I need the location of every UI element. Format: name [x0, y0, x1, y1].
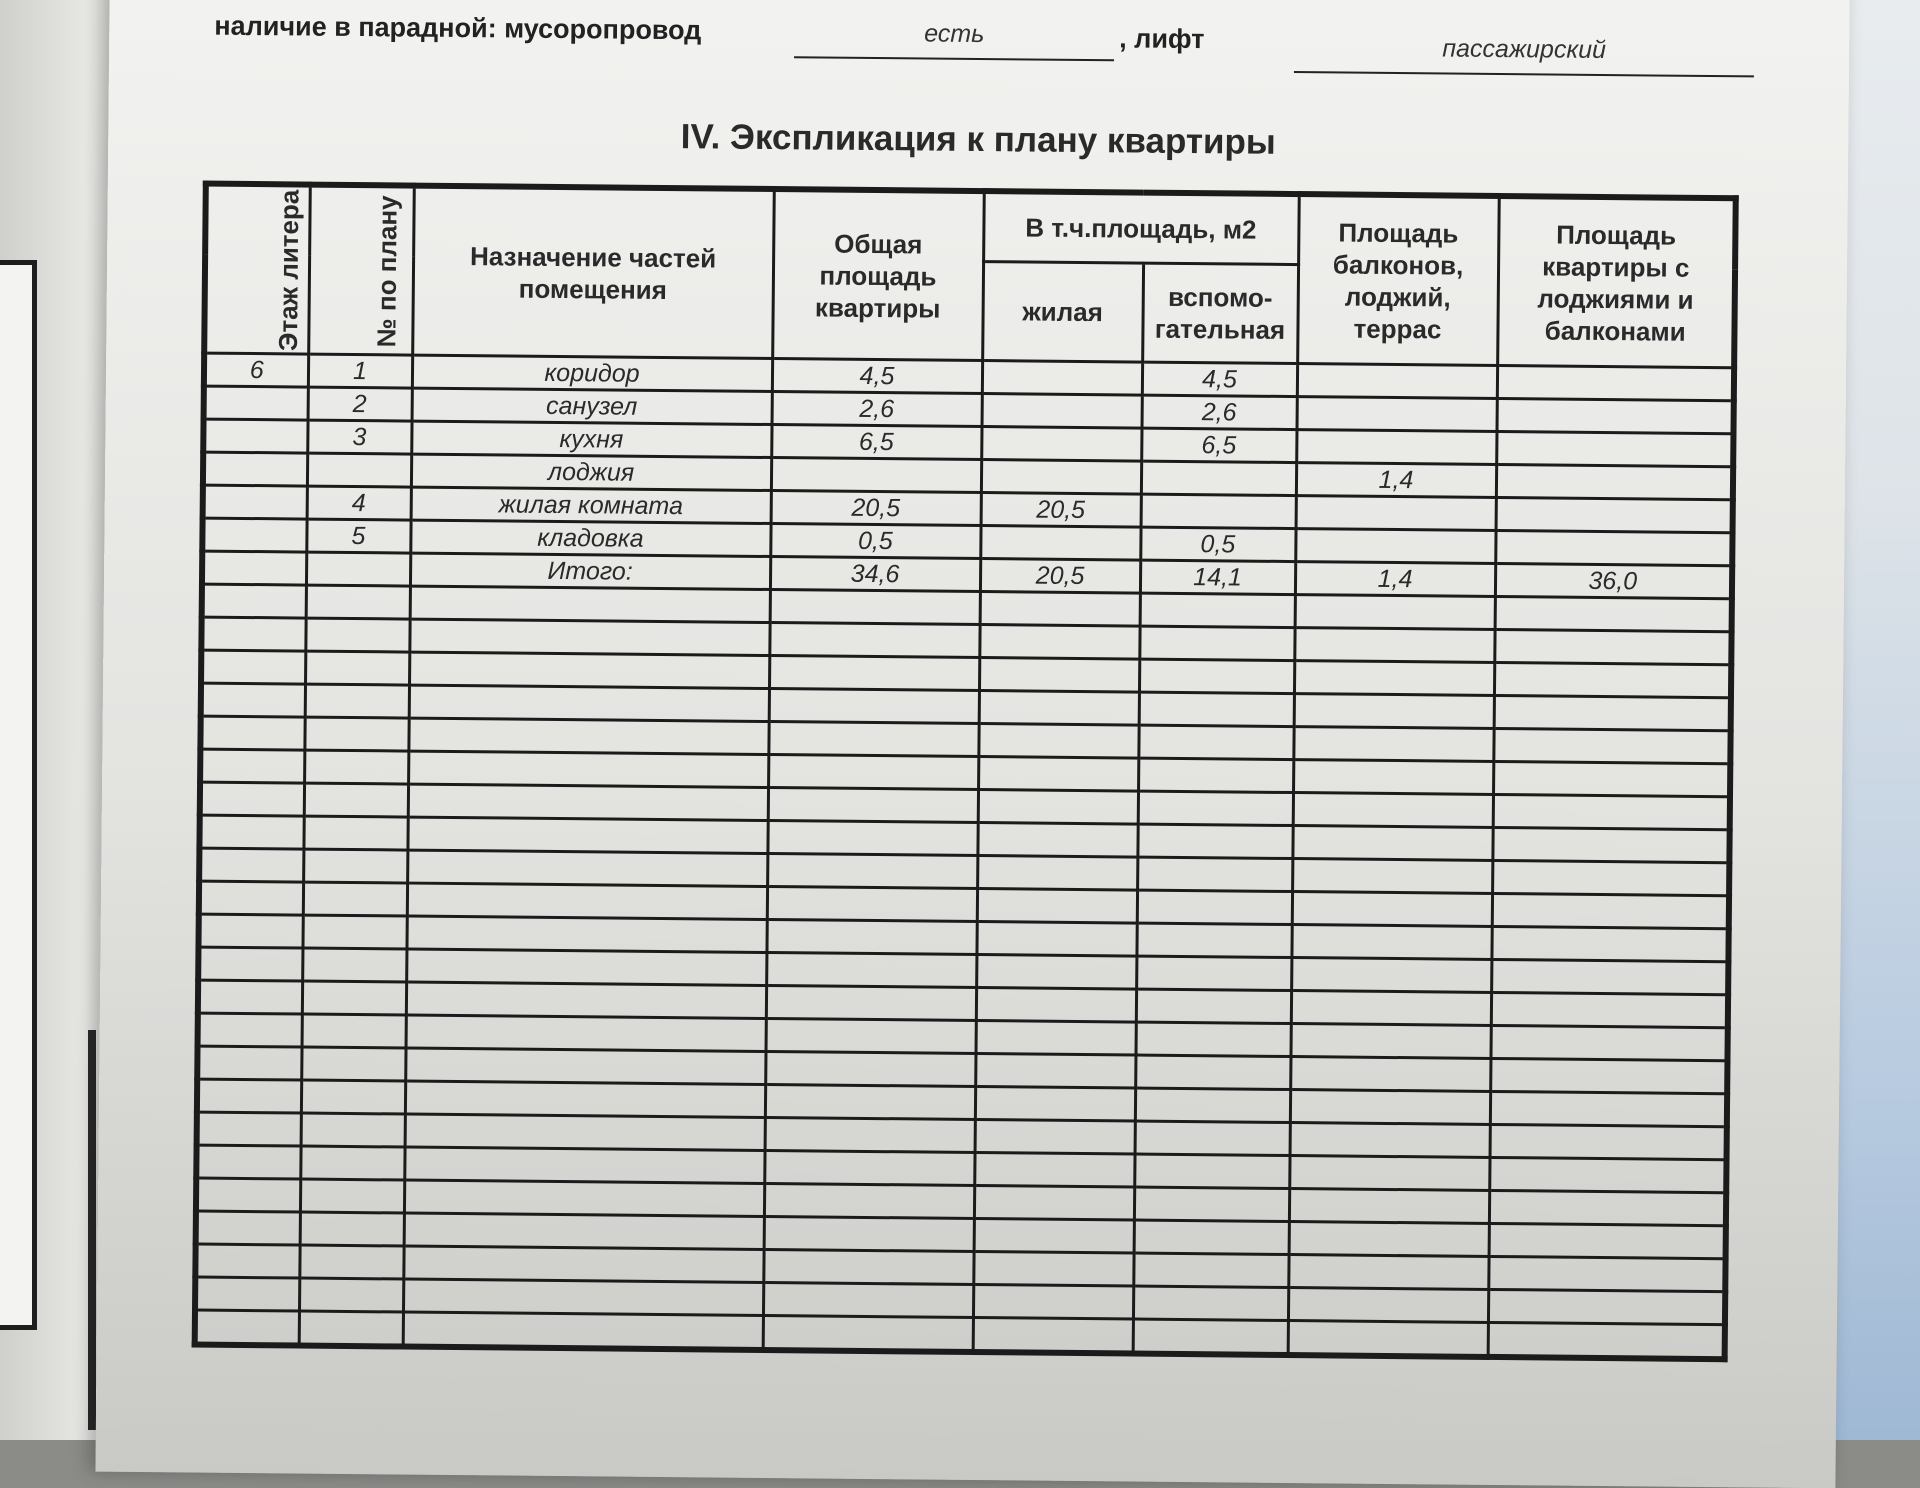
empty-cell [769, 656, 979, 691]
empty-cell [1490, 1058, 1727, 1093]
empty-cell [1291, 991, 1491, 1026]
empty-cell [202, 584, 306, 618]
plan-no-cell: 4 [307, 486, 411, 520]
empty-cell [199, 815, 303, 849]
empty-cell [201, 683, 305, 717]
empty-cell [1295, 595, 1495, 630]
empty-cell [1493, 794, 1730, 829]
living-area-cell [981, 460, 1141, 495]
living-area-cell [980, 526, 1140, 561]
auxiliary-area-cell: 14,1 [1140, 560, 1295, 594]
empty-cell [975, 1087, 1135, 1122]
living-area-cell: 20,5 [981, 493, 1141, 528]
with-balconies-cell [1496, 464, 1733, 499]
empty-cell [406, 949, 766, 985]
empty-cell [195, 1244, 299, 1278]
empty-cell [979, 625, 1139, 660]
auxiliary-area-cell: 6,5 [1141, 428, 1296, 462]
empty-cell [198, 947, 302, 981]
empty-cell [197, 1112, 301, 1146]
floor-cell [202, 518, 306, 552]
empty-cell [767, 886, 977, 921]
balcony-area-cell [1295, 529, 1495, 564]
empty-cell [1494, 629, 1731, 664]
empty-cell [974, 1218, 1134, 1253]
purpose-cell: лоджия [411, 454, 771, 490]
empty-cell [1137, 857, 1292, 891]
empty-cell [301, 1113, 405, 1147]
empty-cell [407, 850, 767, 886]
empty-cell [303, 816, 407, 850]
empty-cell [198, 1013, 302, 1047]
empty-cell [1488, 1289, 1725, 1324]
header-purpose: Назначение частей помещения [412, 186, 774, 359]
empty-cell [406, 982, 766, 1018]
purpose-cell: коридор [412, 355, 772, 391]
auxiliary-area-cell: 2,6 [1142, 395, 1297, 429]
empty-cell [409, 685, 769, 721]
empty-cell [304, 750, 408, 784]
empty-cell [1139, 626, 1294, 660]
empty-cell [198, 914, 302, 948]
empty-cell [302, 981, 406, 1015]
total-area-cell: 2,6 [772, 392, 982, 427]
empty-cell [973, 1251, 1133, 1286]
header-with-balconies: Площадь квартиры с лоджиями и балконами [1497, 196, 1736, 368]
empty-cell [1140, 593, 1295, 627]
empty-cell [1137, 890, 1292, 924]
with-balconies-cell [1497, 365, 1734, 400]
empty-cell [1290, 1024, 1490, 1059]
empty-cell [1291, 925, 1491, 960]
empty-cell [1138, 758, 1293, 792]
empty-cell [1136, 956, 1291, 990]
empty-cell [201, 617, 305, 651]
empty-cell [1290, 1123, 1490, 1158]
empty-cell [1289, 1156, 1489, 1191]
floor-cell [204, 386, 308, 420]
empty-cell [301, 1047, 405, 1081]
plan-no-cell [306, 552, 410, 586]
empty-cell [405, 1081, 765, 1117]
empty-cell [1493, 761, 1730, 796]
empty-cell [978, 757, 1138, 792]
empty-cell [1135, 1088, 1290, 1122]
empty-cell [1489, 1190, 1726, 1225]
purpose-cell: жилая комната [411, 487, 771, 523]
total-area-cell: 4,5 [772, 359, 982, 394]
empty-cell [305, 684, 409, 718]
empty-cell [765, 1084, 975, 1119]
empty-cell [973, 1284, 1133, 1319]
auxiliary-area-cell [1141, 461, 1296, 495]
plan-no-cell: 1 [308, 354, 412, 388]
empty-cell [406, 916, 766, 952]
empty-cell [1488, 1256, 1725, 1291]
empty-cell [299, 1311, 403, 1346]
empty-cell [1494, 662, 1731, 697]
section-title: IV. Экспликация к плану квартиры [680, 117, 1276, 162]
empty-cell [974, 1153, 1134, 1188]
empty-cell [408, 751, 768, 787]
empty-cell [976, 1021, 1136, 1056]
empty-cell [1292, 892, 1492, 927]
empty-cell [199, 881, 303, 915]
total-area-cell: 20,5 [771, 491, 981, 526]
empty-cell [299, 1278, 403, 1312]
empty-cell [1489, 1157, 1726, 1192]
empty-cell [1289, 1189, 1489, 1224]
empty-cell [1488, 1322, 1725, 1359]
empty-cell [769, 689, 979, 724]
empty-cell [768, 788, 978, 823]
empty-cell [1135, 1055, 1290, 1089]
living-area-cell [981, 427, 1141, 462]
empty-cell [302, 948, 406, 982]
empty-cell [305, 651, 409, 685]
empty-cell [763, 1282, 973, 1317]
empty-cell [1294, 628, 1494, 663]
empty-cell [763, 1249, 973, 1284]
document-page [95, 0, 1850, 1488]
empty-cell [766, 1018, 976, 1053]
empty-cell [405, 1114, 765, 1150]
total-area-cell [771, 458, 981, 493]
table-body [195, 353, 1734, 1359]
empty-cell [201, 650, 305, 684]
auxiliary-area-cell [1141, 494, 1296, 528]
empty-cell [1134, 1220, 1289, 1254]
empty-cell [196, 1178, 300, 1212]
empty-cell [409, 619, 769, 655]
empty-cell [1290, 1057, 1490, 1092]
empty-cell [1490, 1025, 1727, 1060]
plan-no-cell [307, 453, 411, 487]
empty-cell [409, 652, 769, 688]
with-balconies-cell [1496, 431, 1733, 466]
empty-cell [766, 919, 976, 954]
empty-cell [1290, 1090, 1490, 1125]
floor-cell [203, 485, 307, 519]
purpose-cell: Итого: [410, 553, 770, 589]
empty-cell [1489, 1223, 1726, 1258]
empty-cell [766, 952, 976, 987]
empty-cell [1133, 1319, 1288, 1355]
empty-cell [1490, 1124, 1727, 1159]
empty-cell [978, 724, 1138, 759]
empty-cell [1292, 859, 1492, 894]
empty-cell [763, 1315, 973, 1352]
total-area-cell: 34,6 [770, 557, 980, 592]
empty-cell [301, 1080, 405, 1114]
empty-cell [302, 915, 406, 949]
empty-cell [405, 1048, 765, 1084]
empty-cell [303, 882, 407, 916]
empty-cell [1293, 793, 1493, 828]
empty-cell [1491, 992, 1728, 1027]
empty-cell [979, 691, 1139, 726]
floor-cell: 6 [204, 353, 308, 387]
empty-cell [1491, 959, 1728, 994]
auxiliary-area-cell: 0,5 [1140, 527, 1295, 561]
empty-cell [976, 922, 1136, 957]
empty-cell [408, 784, 768, 820]
empty-cell [768, 722, 978, 757]
empty-cell [196, 1145, 300, 1179]
header-plan-no: № по плану [308, 185, 414, 355]
empty-cell [1133, 1253, 1288, 1287]
lift-value: пассажирский [1294, 33, 1754, 77]
empty-cell [1294, 694, 1494, 729]
header-including: В т.ч.площадь, м2 [983, 191, 1299, 265]
empty-cell [1495, 596, 1732, 631]
balcony-area-cell [1297, 397, 1497, 432]
empty-cell [306, 585, 410, 619]
empty-cell [975, 1054, 1135, 1089]
empty-cell [1289, 1222, 1489, 1257]
empty-cell [299, 1245, 403, 1279]
living-area-cell [982, 394, 1142, 429]
entrance-info-row [214, 11, 1815, 96]
empty-cell [765, 1051, 975, 1086]
empty-cell [300, 1146, 404, 1180]
explication-table [192, 181, 1739, 1363]
empty-cell [304, 783, 408, 817]
empty-cell [300, 1179, 404, 1213]
empty-cell [1291, 958, 1491, 993]
total-area-cell: 6,5 [771, 425, 981, 460]
empty-cell [1137, 824, 1292, 858]
empty-cell [410, 586, 770, 622]
empty-cell [1136, 923, 1291, 957]
empty-cell [304, 717, 408, 751]
empty-cell [403, 1246, 763, 1282]
header-total-area: Общая площадь квартиры [772, 189, 984, 361]
empty-cell [767, 821, 977, 856]
empty-cell [979, 658, 1139, 693]
empty-cell [975, 1120, 1135, 1155]
empty-cell [974, 1186, 1134, 1221]
empty-cell [197, 1079, 301, 1113]
empty-cell [766, 985, 976, 1020]
header-auxiliary: вспомо-гательная [1142, 263, 1298, 363]
left-document-edge [0, 260, 37, 1330]
plan-no-cell: 2 [308, 387, 412, 421]
empty-cell [1138, 791, 1293, 825]
purpose-cell: санузел [412, 388, 772, 424]
empty-cell [1492, 827, 1729, 862]
left-binder-strip [88, 1030, 96, 1430]
header-balconies: Площадь балконов, лоджий, террас [1297, 194, 1499, 365]
empty-cell [765, 1117, 975, 1152]
empty-cell [1133, 1286, 1288, 1320]
empty-cell [1493, 728, 1730, 763]
empty-cell [197, 1046, 301, 1080]
empty-cell [404, 1180, 764, 1216]
with-balconies-cell: 36,0 [1495, 563, 1732, 598]
empty-cell [1138, 725, 1293, 759]
chute-value: есть [794, 18, 1114, 61]
empty-cell [200, 716, 304, 750]
empty-cell [408, 718, 768, 754]
floor-cell [202, 551, 306, 585]
empty-cell [195, 1310, 299, 1345]
with-balconies-cell [1495, 530, 1732, 565]
empty-cell [1135, 1121, 1290, 1155]
empty-cell [1494, 695, 1731, 730]
balcony-area-cell: 1,4 [1296, 463, 1496, 498]
empty-cell [768, 755, 978, 790]
empty-cell [978, 790, 1138, 825]
lift-label: , лифт [1119, 23, 1205, 55]
floor-cell [203, 452, 307, 486]
empty-cell [1491, 926, 1728, 961]
empty-cell [767, 854, 977, 889]
purpose-cell: кладовка [410, 520, 770, 556]
empty-cell [1288, 1321, 1488, 1357]
empty-cell [199, 848, 303, 882]
empty-cell [977, 889, 1137, 924]
empty-cell [200, 749, 304, 783]
empty-cell [977, 823, 1137, 858]
empty-cell [1139, 692, 1294, 726]
with-balconies-cell [1496, 497, 1733, 532]
empty-cell [977, 856, 1137, 891]
empty-cell [1293, 727, 1493, 762]
empty-cell [196, 1211, 300, 1245]
empty-cell [300, 1212, 404, 1246]
empty-cell [1134, 1187, 1289, 1221]
empty-cell [1288, 1288, 1488, 1323]
empty-cell [1292, 826, 1492, 861]
empty-cell [403, 1279, 763, 1315]
empty-cell [1492, 893, 1729, 928]
empty-cell [1139, 659, 1294, 693]
empty-cell [1135, 1022, 1290, 1056]
with-balconies-cell [1496, 398, 1733, 433]
empty-cell [1134, 1154, 1289, 1188]
total-area-cell: 0,5 [770, 524, 980, 559]
living-area-cell: 20,5 [980, 559, 1140, 594]
auxiliary-area-cell: 4,5 [1142, 362, 1297, 396]
empty-cell [1136, 989, 1291, 1023]
plan-no-cell: 5 [306, 519, 410, 553]
balcony-area-cell: 1,4 [1295, 562, 1495, 597]
balcony-area-cell [1296, 430, 1496, 465]
living-area-cell [982, 361, 1142, 396]
empty-cell [1490, 1091, 1727, 1126]
empty-cell [973, 1317, 1133, 1353]
empty-cell [403, 1312, 763, 1350]
empty-cell [407, 817, 767, 853]
entrance-label: наличие в парадной: мусоропровод [214, 10, 702, 46]
empty-cell [976, 988, 1136, 1023]
empty-cell [200, 782, 304, 816]
empty-cell [1288, 1255, 1488, 1290]
empty-cell [764, 1216, 974, 1251]
empty-cell [976, 955, 1136, 990]
purpose-cell: кухня [411, 421, 771, 457]
empty-cell [770, 590, 980, 625]
empty-cell [406, 1015, 766, 1051]
empty-cell [302, 1014, 406, 1048]
empty-cell [764, 1183, 974, 1218]
empty-cell [303, 849, 407, 883]
header-living: жилая [982, 262, 1143, 363]
empty-cell [404, 1213, 764, 1249]
empty-cell [1293, 760, 1493, 795]
header-floor: Этаж литера [204, 184, 310, 354]
plan-no-cell: 3 [307, 420, 411, 454]
floor-cell [203, 419, 307, 453]
balcony-area-cell [1297, 364, 1497, 399]
empty-cell [407, 883, 767, 919]
empty-cell [764, 1150, 974, 1185]
balcony-area-cell [1296, 496, 1496, 531]
empty-cell [1492, 860, 1729, 895]
empty-cell [980, 592, 1140, 627]
empty-cell [1294, 661, 1494, 696]
empty-cell [198, 980, 302, 1014]
empty-cell [305, 618, 409, 652]
empty-cell [404, 1147, 764, 1183]
empty-cell [195, 1277, 299, 1311]
empty-cell [769, 623, 979, 658]
